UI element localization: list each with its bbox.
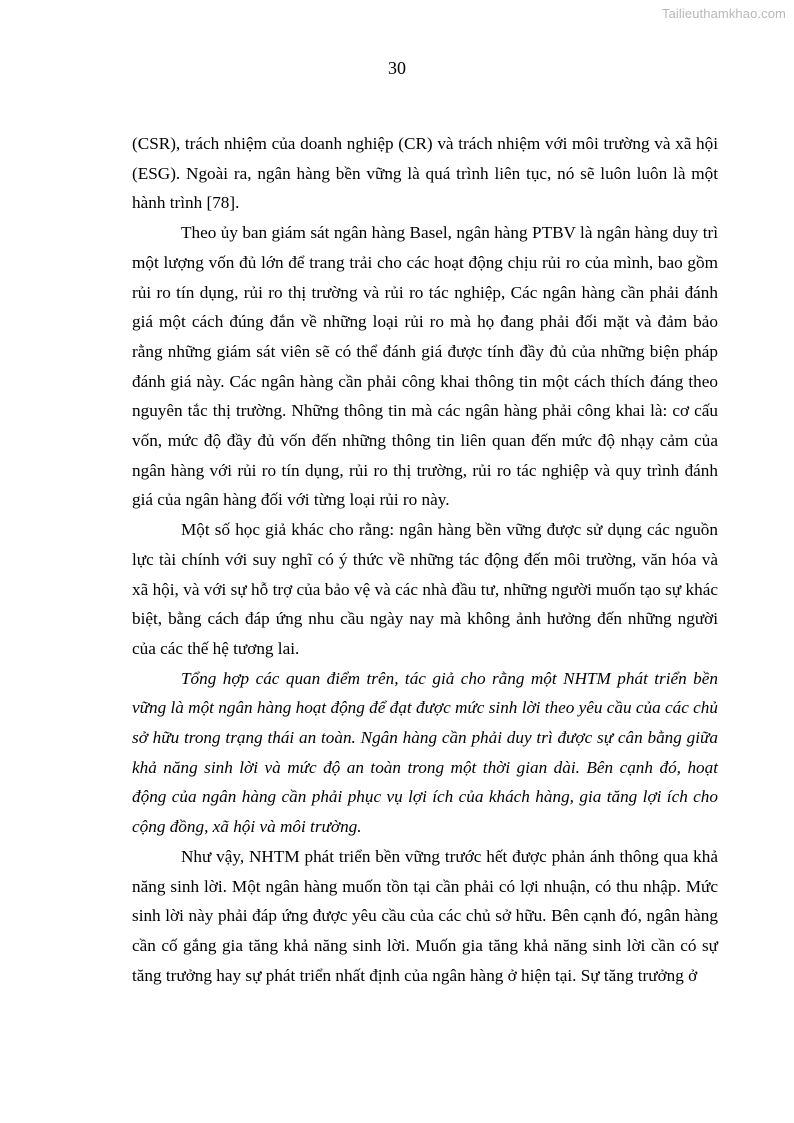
paragraph-scholars-view: Một số học giả khác cho rằng: ngân hàng bền vững được sử dụng các nguồn lực tài chính với suy nghĩ có ý thức về những tác động đến môi trường, văn hóa và xã hội, và với sự hỗ trợ của bảo vệ và các nhà đầu tư, những người muốn tạo sự khác biệt, bằng cách đáp ứng nhu cầu ngày nay mà không ảnh hưởng đến những người của các thế hệ tương lai. <box>132 520 718 658</box>
body-text <box>132 129 718 990</box>
page-number: 30 <box>388 58 406 78</box>
paragraph-author-synthesis: Tổng hợp các quan điểm trên, tác giả cho rằng một NHTM phát triển bền vững là một ngân hàng hoạt động để đạt được mức sinh lời theo yêu cầu của các chủ sở hữu trong trạng thái an toàn. Ngân hàng cần phải duy trì được sự cân bằng giữa khả năng sinh lời và mức độ an toàn trong một thời gian dài. Bên cạnh đó, hoạt động của ngân hàng cần phải phục vụ lợi ích của khách hàng, gia tăng lợi ích cho cộng đồng, xã hội và môi trường. <box>132 668 718 837</box>
paragraph-profitability: Như vậy, NHTM phát triển bền vững trước hết được phản ánh thông qua khả năng sinh lời. Một ngân hàng muốn tồn tại cần phải có lợi nhuận, có thu nhập. Mức sinh lời này phải đáp ứng được yêu cầu của các chủ sở hữu. Bên cạnh đó, ngân hàng cần cố gắng gia tăng khả năng sinh lời. Muốn gia tăng khả năng sinh lời cần có sự tăng trưởng hay sự phát triển nhất định của ngân hàng ở hiện tại. Sự tăng trưởng ở <box>132 846 718 985</box>
watermark: Tailieuthamkhao.com <box>661 6 786 21</box>
paragraph-continuation: (CSR), trách nhiệm của doanh nghiệp (CR) và trách nhiệm với môi trường và xã hội (ESG). Ngoài ra, ngân hàng bền vững là quá trình liên tục, nó sẽ luôn luôn là một hành trình [78]. <box>132 134 718 213</box>
paragraph-basel-definition: Theo ủy ban giám sát ngân hàng Basel, ngân hàng PTBV là ngân hàng duy trì một lượng vốn đủ lớn để trang trải cho các hoạt động chịu rủi ro của mình, bao gồm rủi ro tín dụng, rủi ro thị trường và rủi ro tác nghiệp, Các ngân hàng cần phải đánh giá một cách đúng đắn về những loại rủi ro mà họ đang phải đối mặt và đảm bảo rằng những giám sát viên sẽ có thể đánh giá được tính đầy đủ của những biện pháp đánh giá này. Các ngân hàng cần phải công khai thông tin một cách thích đáng theo nguyên tắc thị trường. Những thông tin mà các ngân hàng phải công khai là: cơ cấu vốn, mức độ đầy đủ vốn đến những thông tin liên quan đến mức độ nhạy cảm của ngân hàng với rủi ro tín dụng, rủi ro thị trường, rủi ro tác nghiệp và quy trình đánh giá của ngân hàng đối với từng loại rủi ro này. <box>132 223 718 510</box>
